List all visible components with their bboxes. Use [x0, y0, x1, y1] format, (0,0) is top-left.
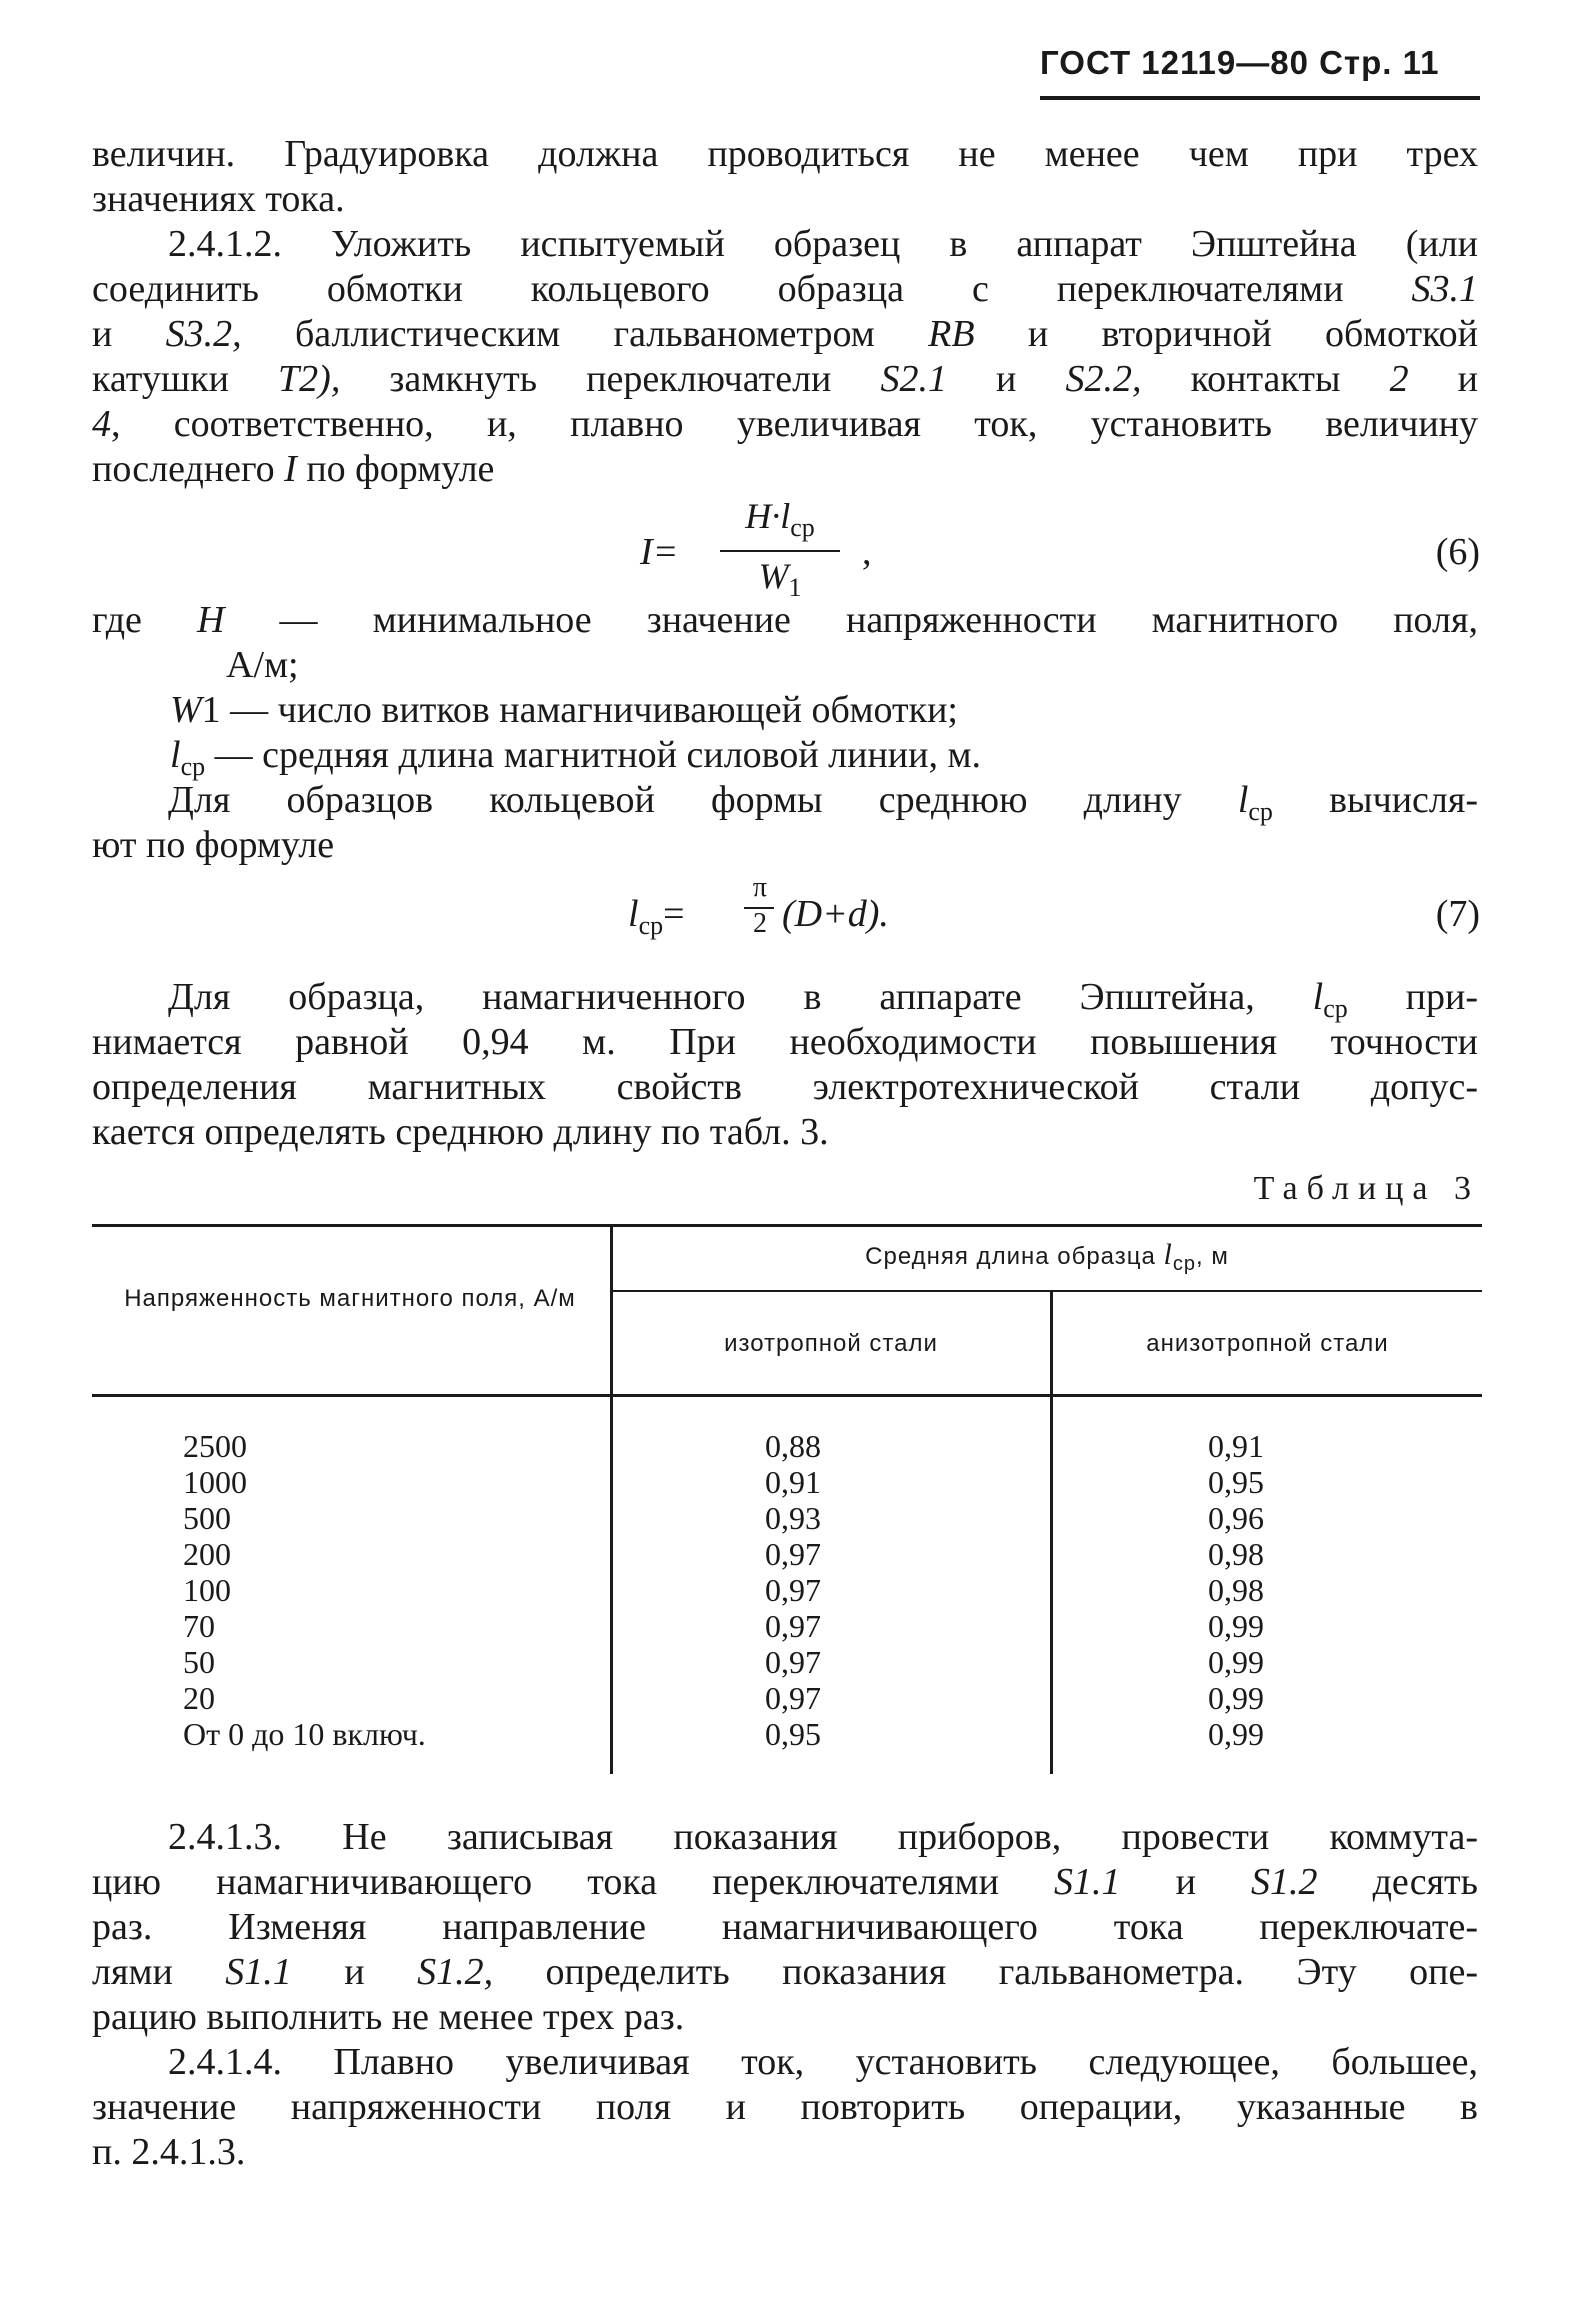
- table-cell-aniso: 0,95: [1208, 1464, 1264, 1500]
- text-line: 2.4.1.2. Уложить испытуемый образец в аппарат Эпштейна (или: [168, 223, 1478, 265]
- table-cell-iso: 0,88: [765, 1428, 821, 1464]
- table-cell-aniso: 0,99: [1208, 1608, 1264, 1644]
- text-line: 2.4.1.3. Не записывая показания приборов, провести коммута-: [168, 1816, 1478, 1858]
- formula-7-number: (7): [1435, 893, 1480, 935]
- text-line: 2.4.1.4. Плавно увеличивая ток, установить следующее, большее,: [168, 2041, 1478, 2083]
- text-line: раз. Изменяя направление намагничивающего тока переключате-: [92, 1906, 1478, 1948]
- table-cell-field: 2500: [183, 1428, 247, 1464]
- text-line: п. 2.4.1.3.: [92, 2131, 246, 2173]
- table-cell-aniso: 0,98: [1208, 1572, 1264, 1608]
- table-cell-iso: 0,93: [765, 1500, 821, 1536]
- text-line: рацию выполнить не менее трех раз.: [92, 1996, 685, 2038]
- formula-7-two: 2: [753, 908, 767, 939]
- table-cell-iso: 0,91: [765, 1464, 821, 1500]
- table-cell-iso: 0,97: [765, 1608, 821, 1644]
- table-header-aniso: анизотропной стали: [1146, 1330, 1389, 1357]
- table-cell-field: 70: [183, 1608, 215, 1644]
- table-cell-field: 1000: [183, 1464, 247, 1500]
- table-cell-iso: 0,97: [765, 1572, 821, 1608]
- text-line: $l_{ср}$ — средняя длина магнитной силовой линии, м.: [170, 734, 982, 781]
- formula-7-pi: π: [752, 872, 768, 903]
- text-line: значениях тока.: [92, 178, 345, 220]
- table-column-iso: [765, 1428, 821, 1752]
- table-header-field: Напряженность магнитного поля, А/м: [124, 1285, 576, 1312]
- table-cell-field: 500: [183, 1500, 231, 1536]
- text-line: значение напряженности поля и повторить операции, указанные в: [92, 2086, 1478, 2128]
- text-line: W1 — число витков намагничивающей обмотки;: [170, 689, 958, 731]
- table-cell-field: От 0 до 10 включ.: [183, 1716, 426, 1752]
- table-caption: Таблица 3: [1253, 1170, 1480, 1207]
- table-cell-field: 50: [183, 1644, 215, 1680]
- formula-7-rhs: (D+d).: [782, 893, 889, 935]
- table-column-aniso: [1208, 1428, 1264, 1752]
- text-line: и S3.2, баллистическим гальванометром RB и вторичной обмоткой: [92, 313, 1478, 355]
- table-cell-aniso: 0,99: [1208, 1644, 1264, 1680]
- text-line: катушки T2), замкнуть переключатели S2.1 и S2.2, контакты 2 и: [92, 358, 1479, 400]
- formula-6-numerator: $H\cdot l_{ср}$: [745, 496, 815, 542]
- table-cell-field: 200: [183, 1536, 231, 1572]
- formula-6-denominator: $W_1$: [758, 556, 802, 602]
- table-top-rule: [92, 1224, 1482, 1227]
- text-line: Для образца, намагниченного в аппарате Эпштейна, $l_{ср}$ при-: [168, 976, 1479, 1023]
- text-line: определения магнитных свойств электротехнической стали допус-: [92, 1066, 1478, 1108]
- formula-6-number: (6): [1435, 531, 1480, 573]
- table-header-iso: изотропной стали: [724, 1330, 938, 1357]
- text-line: где H — минимальное значение напряженности магнитного поля,: [92, 599, 1478, 641]
- text-line: нимается равной 0,94 м. При необходимости повышения точности: [92, 1021, 1478, 1063]
- table-cell-iso: 0,95: [765, 1716, 821, 1752]
- table-vrule: [1050, 1292, 1053, 1774]
- header-rule: [1040, 96, 1480, 100]
- table-cell-aniso: 0,96: [1208, 1500, 1264, 1536]
- text-line: величин. Градуировка должна проводиться не менее чем при трех: [92, 133, 1478, 175]
- table-cell-iso: 0,97: [765, 1536, 821, 1572]
- table-head-rule: [92, 1394, 1482, 1397]
- table-cell-field: 100: [183, 1572, 231, 1608]
- text-line: последнего I по формуле: [92, 448, 495, 490]
- table-cell-iso: 0,97: [765, 1680, 821, 1716]
- table-column-field: [183, 1428, 426, 1752]
- table-cell-aniso: 0,91: [1208, 1428, 1264, 1464]
- text-line: А/м;: [226, 644, 299, 686]
- table-cell-aniso: 0,99: [1208, 1716, 1264, 1752]
- table-subhead-rule: [612, 1290, 1482, 1292]
- table-cell-iso: 0,97: [765, 1644, 821, 1680]
- table-cell-aniso: 0,98: [1208, 1536, 1264, 1572]
- formula-7-lhs: $l_{ср}=$: [628, 893, 685, 940]
- table-cell-aniso: 0,99: [1208, 1680, 1264, 1716]
- text-line: цию намагничивающего тока переключателями S1.1 и S1.2 десять: [92, 1861, 1478, 1903]
- table-header-group: Средняя длина образца $l_{ср}$, м: [865, 1238, 1229, 1275]
- formula-6-comma: ,: [862, 531, 872, 573]
- text-line: Для образцов кольцевой формы среднюю длину $l_{ср}$ вычисля-: [168, 779, 1478, 826]
- text-line: соединить обмотки кольцевого образца с переключателями S3.1: [92, 268, 1478, 310]
- table-vrule: [610, 1226, 613, 1774]
- text-line: ют по формуле: [92, 824, 335, 866]
- text-line: лями S1.1 и S1.2, определить показания гальванометра. Эту опе-: [92, 1951, 1479, 1993]
- table-cell-field: 20: [183, 1680, 215, 1716]
- text-line: кается определять среднюю длину по табл. 3.: [92, 1111, 829, 1153]
- formula-6-bar: [720, 550, 840, 552]
- formula-6-lhs: I=: [640, 531, 679, 573]
- page-header: ГОСТ 12119—80 Стр. 11: [1040, 44, 1440, 81]
- text-line: 4, соответственно, и, плавно увеличивая ток, установить величину: [92, 403, 1478, 445]
